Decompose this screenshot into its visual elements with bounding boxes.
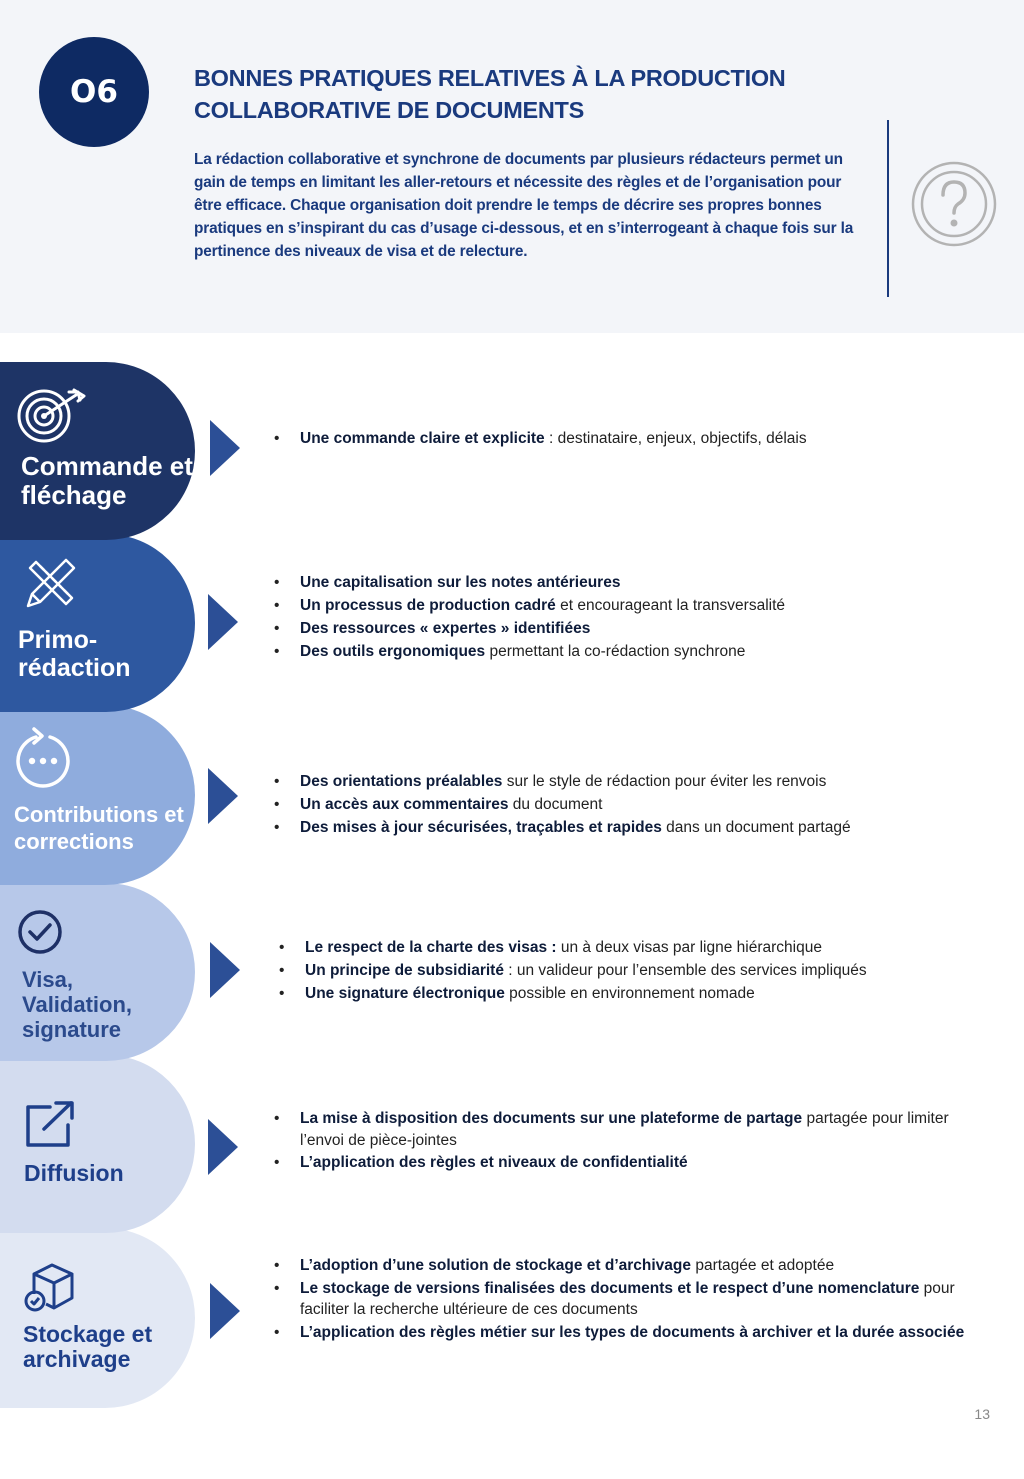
chevron-right-icon	[208, 594, 238, 650]
archive-box-icon	[22, 1258, 80, 1316]
stage-label: Diffusion	[24, 1160, 124, 1186]
stage-commande-flechage	[0, 362, 195, 540]
share-out-icon	[24, 1099, 76, 1149]
bullet-text: du document	[508, 796, 603, 813]
bullet-text: : destinataire, enjeux, objectifs, délais	[544, 430, 807, 447]
stage-primo-redaction	[0, 534, 195, 712]
bullet-text: sur le style de rédaction pour éviter les renvois	[502, 773, 827, 790]
list-item	[275, 936, 975, 959]
chevron-right-icon	[210, 420, 240, 476]
bullet-list-commande	[270, 427, 830, 450]
section-number-badge	[39, 37, 149, 147]
bullet-bold: Une capitalisation sur les notes antérieures	[300, 574, 621, 591]
bullet-bold: Le respect de la charte des visas :	[305, 939, 557, 956]
list-item	[270, 1255, 970, 1276]
list-item	[270, 571, 970, 594]
list-item	[270, 770, 970, 793]
bullet-text: permettant la co-rédaction synchrone	[485, 643, 746, 660]
bullet-bold: L’application des règles et niveaux de confidentialité	[300, 1154, 688, 1171]
bullet-text: partagée et adoptée	[691, 1257, 835, 1274]
list-item	[270, 793, 970, 816]
chevron-right-icon	[210, 942, 240, 998]
page-title	[194, 62, 834, 126]
bullet-bold: L’application des règles métier sur les types de documents à archiver et la durée associée	[300, 1324, 965, 1341]
page-number: 13	[974, 1406, 990, 1422]
list-item	[270, 816, 970, 839]
list-item	[275, 959, 975, 982]
bullet-list-contributions	[270, 770, 970, 839]
list-item	[270, 1322, 970, 1343]
chevron-right-icon	[208, 1119, 238, 1175]
bullet-bold: Des outils ergonomiques	[300, 643, 486, 660]
bullet-text: dans un document partagé	[661, 819, 851, 836]
page-title-line-1: BONNES PRATIQUES RELATIVES À LA PRODUCTION	[194, 65, 786, 91]
intro-paragraph: La rédaction collaborative et synchrone de documents par plusieurs rédacteurs permet un gain de temps en limitant les aller-retours et nécessite des règles et de l’organisation pour être efficace. Chaque organisation doit prendre le temps de décrire ses propres bonnes pratiques en s’inspirant du cas d’usage ci-dessous, et en s’interrogeant à chaque fois sur la pertinence des niveaux de visa et de relecture.	[194, 151, 854, 260]
bullet-bold: Une signature électronique	[305, 985, 505, 1002]
bullet-list-primo-redaction	[270, 571, 970, 663]
list-item	[270, 1152, 970, 1174]
bullet-bold: Un principe de subsidiarité	[305, 962, 504, 979]
bullet-bold: Un accès aux commentaires	[300, 796, 509, 813]
bullet-bold: Des orientations préalables	[300, 773, 503, 790]
stage-background	[0, 1228, 195, 1408]
bullet-bold: La mise à disposition des documents sur une plateforme de partage	[300, 1110, 803, 1127]
list-item	[270, 640, 970, 663]
bullet-text: pour faciliter la recherche ultérieure de ces documents	[300, 1280, 955, 1318]
list-item	[270, 594, 970, 617]
stage-label: Stockage et archivage	[23, 1321, 153, 1372]
section-number: O6	[70, 74, 118, 110]
stage-contributions-corrections	[0, 705, 195, 885]
stage-label: Contributions et corrections	[14, 802, 184, 854]
bullet-bold: Un processus de production cadré	[300, 597, 556, 614]
chevron-right-icon	[210, 1283, 240, 1339]
bullet-bold: Des mises à jour sécurisées, traçables et rapides	[300, 819, 662, 836]
list-item	[275, 982, 975, 1005]
bullet-bold: L’adoption d’une solution de stockage et d’archivage	[300, 1257, 692, 1274]
bullet-list-stockage	[270, 1255, 970, 1343]
stage-label: Commande et fléchage	[21, 451, 193, 510]
bullet-text: un à deux visas par ligne hiérarchique	[556, 939, 822, 956]
list-item	[270, 427, 830, 450]
bullet-text: possible en environnement nomade	[504, 985, 755, 1002]
refresh-dots-icon	[12, 723, 74, 789]
list-item	[270, 1278, 970, 1320]
stage-label: Primo-rédaction	[18, 626, 131, 682]
stage-stockage-archivage	[0, 1228, 195, 1408]
bullet-list-diffusion	[270, 1108, 970, 1174]
bullet-list-visa	[275, 936, 975, 1005]
pencil-ruler-icon	[22, 554, 80, 612]
header-divider	[887, 120, 889, 297]
bullet-bold: Des ressources « expertes » identifiées	[300, 620, 591, 637]
bullet-text: : un valideur pour l’ensemble des services impliqués	[503, 962, 867, 979]
bullet-text: partagée pour limiter l’envoi de pièce-jointes	[300, 1110, 949, 1149]
question-circle-icon	[911, 161, 997, 247]
check-circle-icon	[17, 909, 63, 955]
list-item	[270, 1108, 970, 1152]
stage-diffusion	[0, 1055, 195, 1233]
stage-label: Visa, Validation, signature	[22, 967, 133, 1042]
list-item	[270, 617, 970, 640]
stage-visa-validation-signature	[0, 883, 195, 1061]
bullet-bold: Le stockage de versions finalisées des documents et le respect d’une nomenclature	[300, 1280, 920, 1297]
bullet-text: et encourageant la transversalité	[555, 597, 786, 614]
page-title-line-2: COLLABORATIVE DE DOCUMENTS	[194, 97, 584, 123]
target-icon	[14, 386, 88, 444]
bullet-bold: Une commande claire et explicite	[300, 430, 545, 447]
chevron-right-icon	[208, 768, 238, 824]
